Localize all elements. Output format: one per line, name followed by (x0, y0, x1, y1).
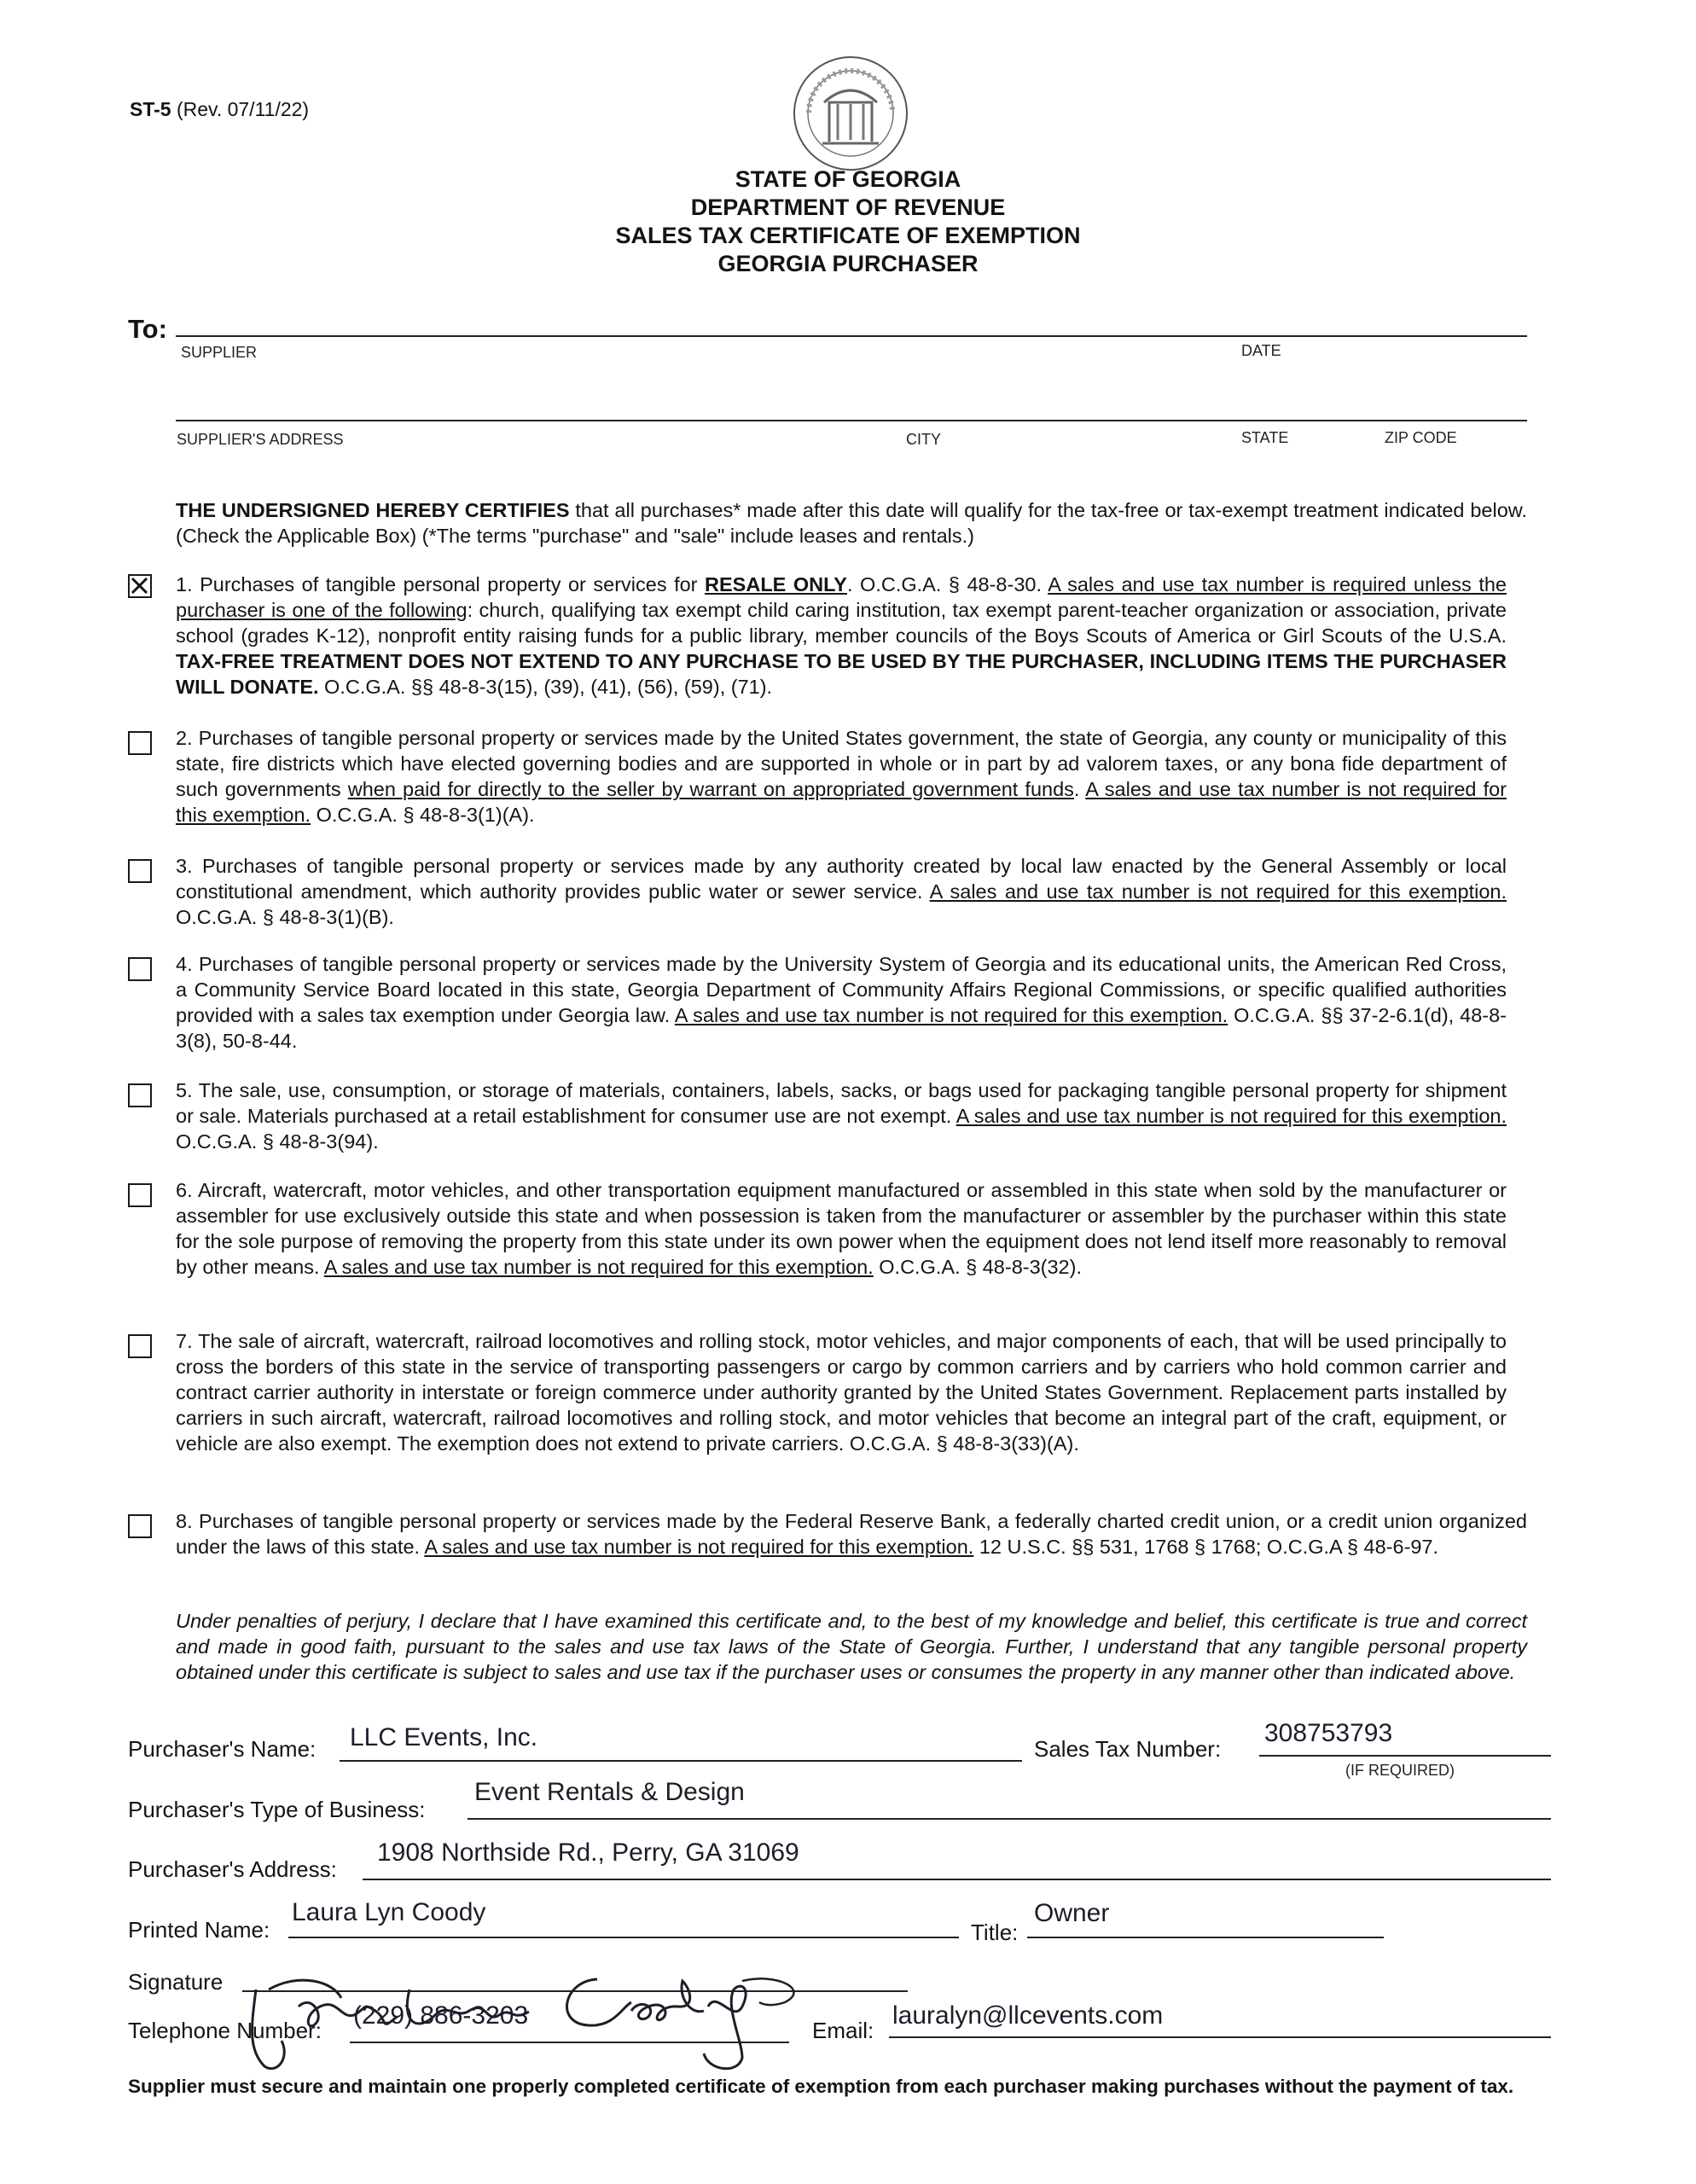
purchaser-address-line (363, 1879, 1551, 1880)
exemption-4-checkbox[interactable] (128, 957, 152, 981)
title-line: GEORGIA PURCHASER (717, 251, 979, 276)
purchaser-name-field[interactable]: LLC Events, Inc. (350, 1723, 538, 1751)
exemption-3-checkbox[interactable] (128, 859, 152, 883)
printed-name-label: Printed Name: (128, 1917, 270, 1943)
telephone-line (350, 2042, 789, 2043)
purchaser-address-field[interactable]: 1908 Northside Rd., Perry, GA 31069 (377, 1838, 799, 1867)
telephone-label: Telephone Number: (128, 2018, 322, 2043)
if-required-note: (IF REQUIRED) (1345, 1762, 1455, 1779)
signature-label: Signature (128, 1969, 224, 1995)
form-title (512, 166, 1184, 278)
exemption-3-text: 3. Purchases of tangible personal property or services made by any authority created by local law enacted by the General Assembly or local constitutional amendment, which authority provides public water or sewer service. A sales and use tax number is not required for this exemption. O.C.G.A. § 48-8-3(1)(B). (176, 855, 1507, 928)
date-label: DATE (1241, 342, 1281, 359)
exemption-1-checkbox[interactable] (128, 574, 152, 598)
title-line: DEPARTMENT OF REVENUE (690, 195, 1006, 220)
signature-scribble[interactable] (230, 1955, 879, 2075)
title-line (1027, 1937, 1384, 1938)
email-line (889, 2036, 1551, 2038)
state-label: STATE (1241, 429, 1289, 446)
city-label: CITY (906, 431, 942, 448)
email-field[interactable]: lauralyn@llcevents.com (892, 2001, 1164, 2030)
form-code: ST-5 (Rev. 07/11/22) (130, 98, 310, 120)
printed-name-field[interactable]: Laura Lyn Coody (292, 1898, 486, 1926)
telephone-field[interactable]: (229) 886-3203 (353, 2001, 529, 2030)
purchaser-name-label: Purchaser's Name: (128, 1736, 317, 1762)
exemption-1-text: 1. Purchases of tangible personal property or services for RESALE ONLY. O.C.G.A. § 48-8-30. A sales and use tax number is required unless the purchaser is one of the following: church, qualifying tax exempt child caring institution, tax exempt parent-teacher organization or association, private school (grades K-12), nonprofit entity raising funds for a public library, member councils of the Boys Scouts of America or Girl Scouts of the U.S.A. TAX-FREE TREATMENT DOES NOT EXTEND TO ANY PURCHASE TO BE USED BY THE PURCHASER, INCLUDING ITEMS THE PURCHASER WILL DONATE. O.C.G.A. §§ 48-8-3(15), (39), (41), (56), (59), (71). (176, 573, 1507, 698)
title-label: Title: (971, 1920, 1019, 1945)
exemption-7-text: 7. The sale of aircraft, watercraft, railroad locomotives and rolling stock, motor vehicles, and major components of each, that will be used principally to cross the borders of this state in the service of transporting passengers or cargo by common carriers and by carriers who hold common carrier and contract carrier authority in interstate or foreign commerce under authority granted by the United States Government. Replacement parts installed by carriers in such aircraft, watercraft, railroad locomotives and rolling stock, and motor vehicles that become an integral part of the craft, equipment, or vehicle are also exempt. The exemption does not extend to private carriers. O.C.G.A. § 48-8-3(33)(A). (176, 1330, 1507, 1455)
email-label: Email: (812, 2018, 874, 2043)
exemption-5-text: 5. The sale, use, consumption, or storage of materials, containers, labels, sacks, or bags used for packaging tangible personal property for shipment or sale. Materials purchased at a retail establishment for consumer use are not exempt. A sales and use tax number is not required for this exemption. O.C.G.A. § 48-8-3(94). (176, 1079, 1507, 1153)
supplier-footer-note: Supplier must secure and maintain one properly completed certificate of exemption from each purchaser making purchases without the payment of tax. (128, 2076, 1514, 2097)
exemption-6-text: 6. Aircraft, watercraft, motor vehicles, and other transportation equipment manufactured or assembled in this state when sold by the manufacturer or assembler for use exclusively outside this state and when possession is taken from the manufacturer or assembler by the purchaser within this state for the sole purpose of removing the property from this state under its own power when the equipment does not lend itself more reasonably to removal by other means. A sales and use tax number is not required for this exemption. O.C.G.A. § 48-8-3(32). (176, 1179, 1507, 1278)
title-line: STATE OF GEORGIA (735, 166, 961, 192)
business-type-label: Purchaser's Type of Business: (128, 1797, 426, 1822)
exemption-8-checkbox[interactable] (128, 1514, 152, 1538)
business-type-field[interactable]: Event Rentals & Design (474, 1778, 745, 1806)
georgia-state-seal-icon (792, 53, 909, 174)
supplier-line[interactable] (176, 335, 1527, 337)
purchaser-address-label: Purchaser's Address: (128, 1856, 337, 1882)
supplier-address-line[interactable] (176, 420, 1527, 421)
checkmark-x-icon (130, 576, 149, 595)
supplier-address-label: SUPPLIER'S ADDRESS (177, 431, 344, 448)
perjury-statement: Under penalties of perjury, I declare that I have examined this certificate and, to the best of my knowledge and belief, this certificate is true and correct and made in good faith, pursuant to the sales and use tax laws of the State of Georgia. Further, I understand that any tangible personal property obtained under this certificate is subject to sales and use tax if the purchaser uses or consumes the property in any manner other than indicated above. (176, 1610, 1527, 1683)
title-line: SALES TAX CERTIFICATE OF EXEMPTION (615, 223, 1081, 248)
printed-name-line (288, 1937, 959, 1938)
sales-tax-number-label: Sales Tax Number: (1034, 1736, 1222, 1762)
title-field[interactable]: Owner (1034, 1899, 1110, 1927)
to-label: To: (128, 314, 167, 344)
certification-statement: THE UNDERSIGNED HEREBY CERTIFIES that all purchases* made after this date will qualify for the tax-free or tax-exempt treatment indicated below. (Check the Applicable Box) (*The terms "purchase" and "sale" include leases and rentals.) (176, 499, 1527, 547)
purchaser-name-line (340, 1760, 1022, 1762)
zip-code-label: ZIP CODE (1385, 429, 1457, 446)
exemption-7-checkbox[interactable] (128, 1334, 152, 1358)
sales-tax-number-field[interactable]: 308753793 (1264, 1719, 1393, 1747)
exemption-8-text: 8. Purchases of tangible personal property or services made by the Federal Reserve Bank, a federally charted credit union, or a credit union organized under the laws of this state. A sales and use tax number is not required for this exemption. 12 U.S.C. §§ 531, 1768 § 1768; O.C.G.A § 48-6-97. (176, 1510, 1527, 1558)
exemption-2-text: 2. Purchases of tangible personal property or services made by the United States government, the state of Georgia, any county or municipality of this state, fire districts which have elected governing bodies and are supported in whole or in part by ad valorem taxes, or any bona fide department of such governments when paid for directly to the seller by warrant on appropriated government funds. A sales and use tax number is not required for this exemption. O.C.G.A. § 48-8-3(1)(A). (176, 727, 1507, 826)
exemption-4-text: 4. Purchases of tangible personal property or services made by the University System of Georgia and its educational units, the American Red Cross, a Community Service Board located in this state, Georgia Department of Community Affairs Regional Commissions, or specific qualified authorities provided with a sales tax exemption under Georgia law. A sales and use tax number is not required for this exemption. O.C.G.A. §§ 37-2-6.1(d), 48-8-3(8), 50-8-44. (176, 953, 1507, 1052)
sales-tax-number-line (1259, 1755, 1551, 1757)
exemption-6-checkbox[interactable] (128, 1183, 152, 1207)
supplier-label: SUPPLIER (181, 344, 258, 361)
business-type-line (468, 1818, 1551, 1820)
exemption-2-checkbox[interactable] (128, 731, 152, 755)
exemption-5-checkbox[interactable] (128, 1083, 152, 1107)
